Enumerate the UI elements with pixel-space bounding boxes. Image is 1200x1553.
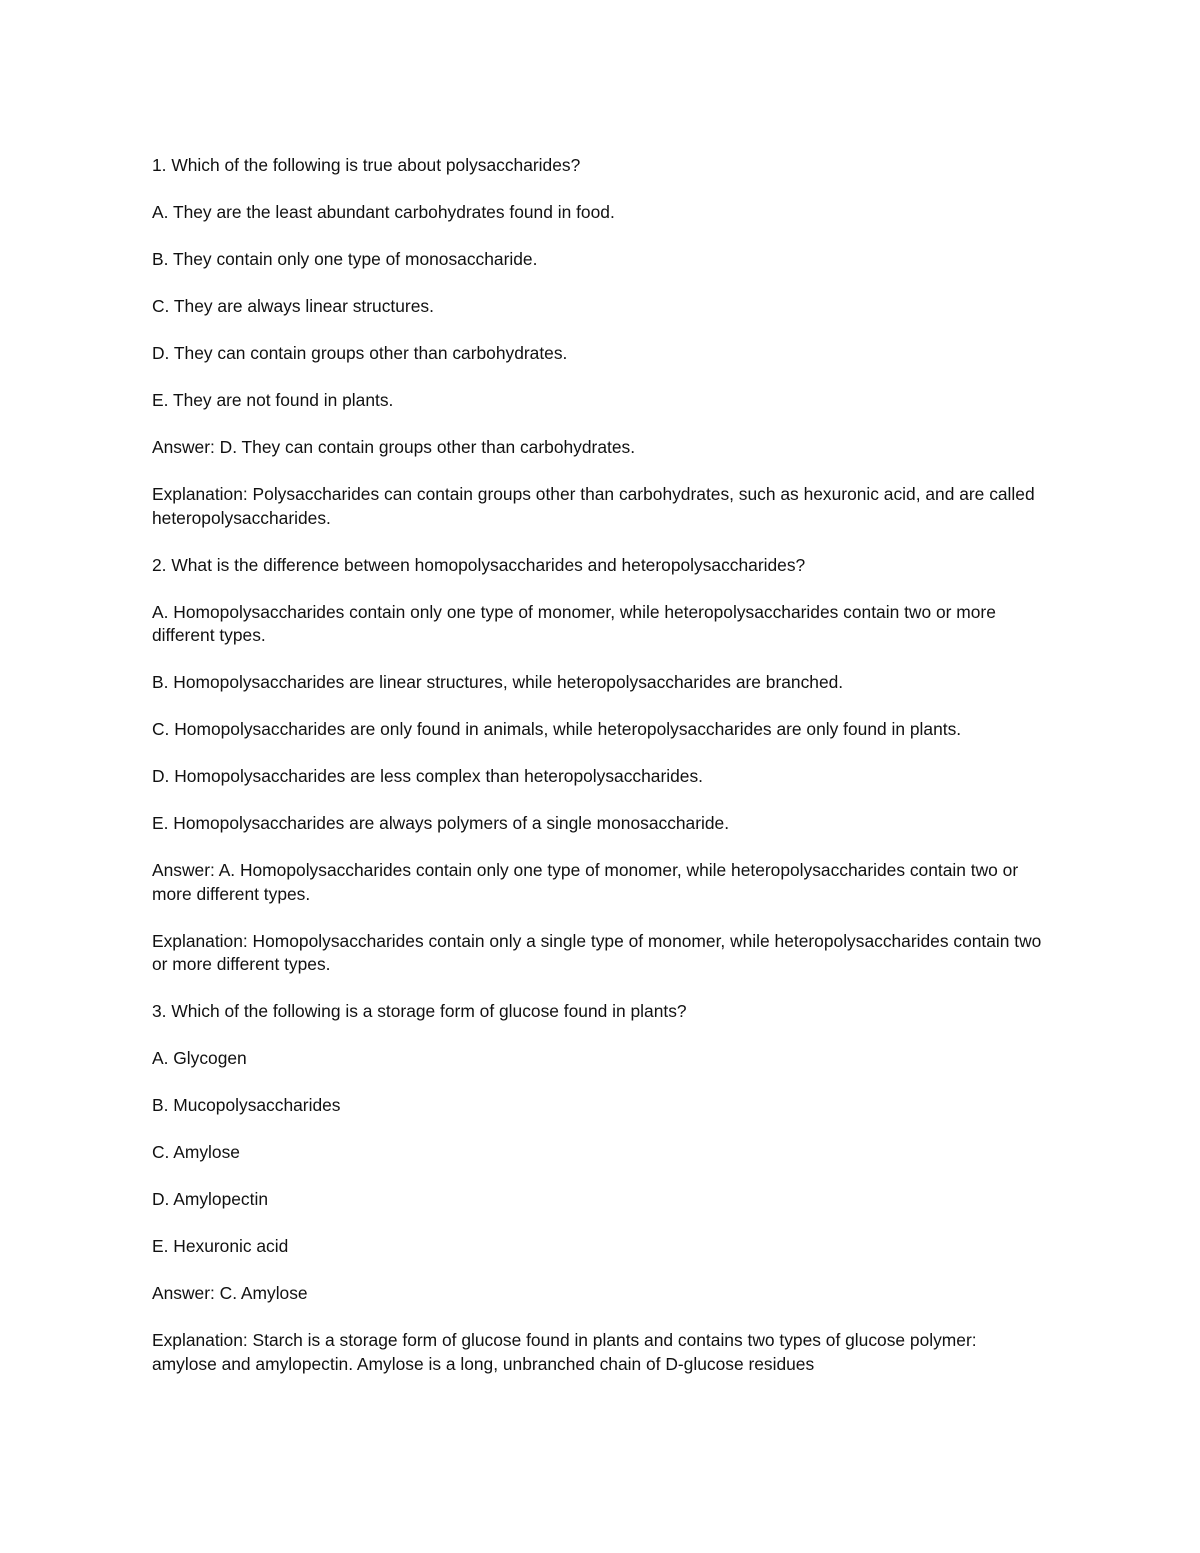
question-3-option-c: C. Amylose xyxy=(152,1142,240,1162)
question-1: 1. Which of the following is true about polysaccharides? xyxy=(152,155,581,175)
question-3: 3. Which of the following is a storage form of glucose found in plants? xyxy=(152,1001,687,1021)
question-2: 2. What is the difference between homopolysaccharides and heteropolysaccharides? xyxy=(152,554,806,575)
question-1-option-a: A. They are the least abundant carbohydrates found in food. xyxy=(152,202,615,222)
question-3-answer: Answer: C. Amylose xyxy=(152,1283,308,1303)
question-1-option-d: D. They can contain groups other than carbohydrates. xyxy=(152,343,568,363)
document-body xyxy=(152,154,1042,1400)
question-3-option-b: B. Mucopolysaccharides xyxy=(152,1095,341,1115)
question-2-option-b: B. Homopolysaccharides are linear structures, while heteropolysaccharides are branched. xyxy=(152,672,844,692)
question-2-explanation: Explanation: Homopolysaccharides contain only a single type of monomer, while heteropolysaccharides contain two or more different types. xyxy=(152,930,1042,974)
question-1-option-c: C. They are always linear structures. xyxy=(152,296,434,316)
question-3-option-e: E. Hexuronic acid xyxy=(152,1236,289,1256)
question-2-option-d: D. Homopolysaccharides are less complex than heteropolysaccharides. xyxy=(152,766,703,786)
question-2-option-e: E. Homopolysaccharides are always polymers of a single monosaccharide. xyxy=(152,813,730,833)
question-2-answer: Answer: A. Homopolysaccharides contain only one type of monomer, while heteropolysaccharides contain two or more different types. xyxy=(152,860,1019,904)
question-3-option-d: D. Amylopectin xyxy=(152,1189,268,1209)
question-1-option-b: B. They contain only one type of monosaccharide. xyxy=(152,249,538,269)
question-2-option-c: C. Homopolysaccharides are only found in animals, while heteropolysaccharides are only found in plants. xyxy=(152,719,962,739)
question-1-answer: Answer: D. They can contain groups other than carbohydrates. xyxy=(152,437,636,457)
question-3-explanation: Explanation: Starch is a storage form of glucose found in plants and contains two types of glucose polymer: amylose and amylopectin. Amylose is a long, unbranched chain of D-glucose residues xyxy=(152,1330,977,1374)
question-1-explanation: Explanation: Polysaccharides can contain groups other than carbohydrates, such as hexuronic acid, and are called heteropolysaccharides. xyxy=(152,484,1035,528)
question-3-option-a: A. Glycogen xyxy=(152,1048,247,1068)
question-2-option-a: A. Homopolysaccharides contain only one type of monomer, while heteropolysaccharides contain two or more different types. xyxy=(152,601,996,645)
question-1-option-e: E. They are not found in plants. xyxy=(152,390,394,410)
